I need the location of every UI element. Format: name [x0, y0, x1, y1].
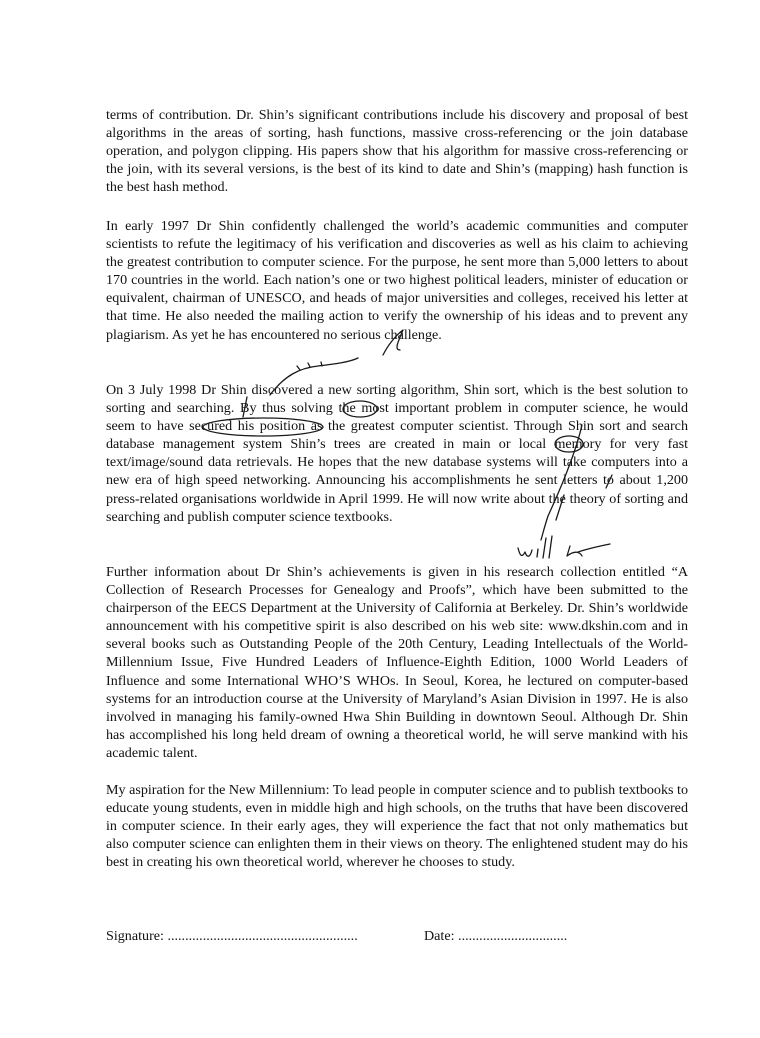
paragraph-further-information: Further information about Dr Shin’s achievements is given in his research collection entitled “A Collection of Research Processes for Genealogy and Proofs”, which have been submitted to the chairperson of the EECS Department at the University of California at Berkeley. Dr. Shin’s worldwide announcement with his competitive spirit is also described on his web site: www.dkshin.com and in several books such as Outstanding People of the 20th Century, Leading Intellectuals of the World-Millennium Issue, Five Hundred Leaders of Influence-Eighth Edition, 1000 World Leaders of Influence and some International WHO’S WHOs. In Seoul, Korea, he lectured on computer-based systems for an introduction course at the University of Maryland’s Asian Division in 1997. He is also involved in managing his family-owned Hwa Shin Building in downtown Seoul. Although Dr. Shin has accomplished his long held dream of owning a theoretical world, he will serve mankind with his academic talent.: [106, 564, 688, 761]
paragraph-aspiration: My aspiration for the New Millennium: To lead people in computer science and to publish textbooks to educate young students, even in middle high and high schools, on the truths that have been discovered in computer science. In their early ages, they will experience the fact that not only mathematics but also computer science can enlighten them in their views on theory. The enlightened student may do his best in creating his own theoretical world, wherever he chooses to study.: [106, 782, 688, 871]
date-line: Date: ...............................: [424, 928, 568, 944]
paragraph-contributions: terms of contribution. Dr. Shin’s significant contributions include his discovery and proposal of best algorithms in the areas of sorting, hash functions, massive cross-referencing or the join database operation, and polygon clipping. His papers show that his algorithm for massive cross-referencing or the join, with its several versions, is the best of its kind to date and Shin’s (mapping) hash function is the best hash method.: [106, 107, 688, 196]
paragraph-shin-sort: On 3 July 1998 Dr Shin discovered a new sorting algorithm, Shin sort, which is the best solution to sorting and searching. By thus solving the most important problem in computer science, he would seem to have secured his position as the greatest computer scientist. Through Shin sort and search database management system Shin’s trees are created in main or local memory for very fast text/image/sound data retrievals. He hopes that the new database systems will take computers into a new era of high speed networking. Announcing his accomplishments he sent letters to about 1,200 press-related organisations worldwide in April 1999. He will now write about the theory of sorting and searching and publish computer science textbooks.: [106, 382, 688, 525]
handwritten-will-be: [518, 536, 610, 558]
paragraph-challenge: In early 1997 Dr Shin confidently challenged the world’s academic communities and computer scientists to refute the legitimacy of his verification and discoveries as well as his claim to achieving the greatest contribution to computer science. For the purpose, he sent more than 5,000 letters to about 170 countries in the world. Each nation’s one or two highest political leaders, minister of education or equivalent, chairman of UNESCO, and heads of major universities and colleges, received his letter at that time. He also needed the mailing action to verify the ownership of his ideas and to prevent any plagiarism. As yet he has encountered no serious challenge.: [106, 218, 688, 343]
signature-line: Signature: ......................................................: [106, 928, 358, 944]
